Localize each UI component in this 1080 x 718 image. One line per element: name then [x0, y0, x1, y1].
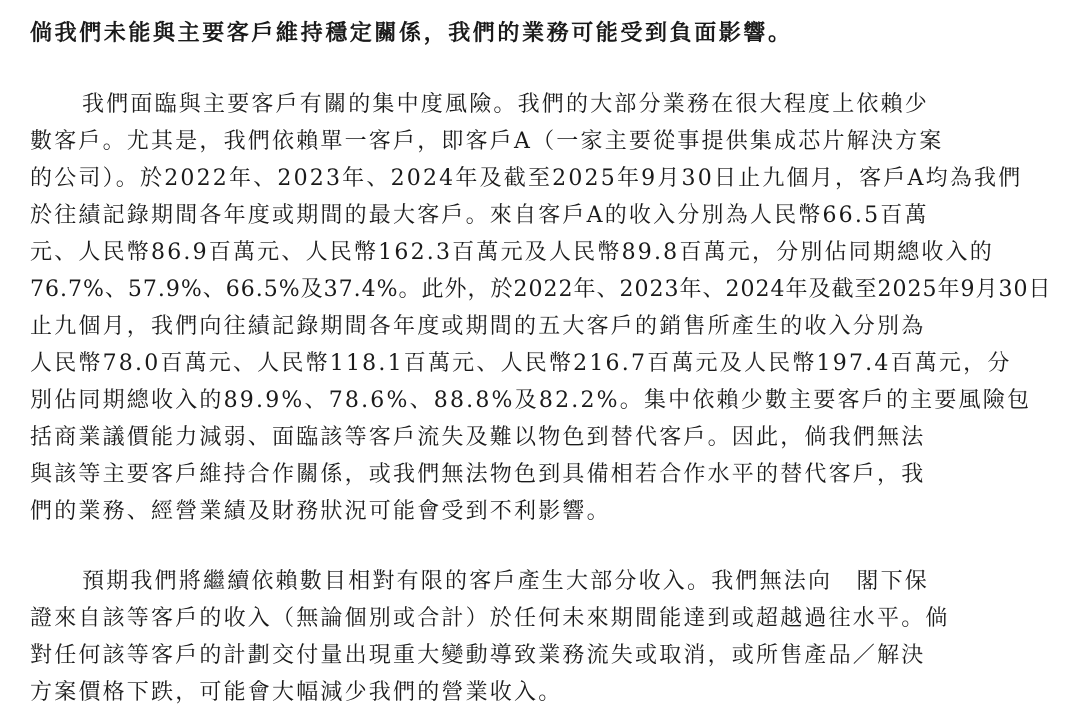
paragraph-1-line-4: 於往績記錄期間各年度或期間的最大客戶。來自客戶A的收入分別為人民幣66.5百萬 [30, 203, 929, 228]
paragraph-1-line-5: 元、人民幣86.9百萬元、人民幣162.3百萬元及人民幣89.8百萬元，分別佔同期總收入的 [30, 240, 994, 265]
paragraph-2-line-1: 預期我們將繼續依賴數目相對有限的客戶產生大部分收入。我們無法向 閣下保 [82, 569, 930, 594]
paragraph-1-line-8: 人民幣78.0百萬元、人民幣118.1百萬元、人民幣216.7百萬元及人民幣197.4百萬元，分 [30, 351, 1012, 376]
paragraph-2-line-2: 證來自該等客戶的收入（無論個別或合計）於任何未來期間能達到或超越過往水平。倘 [30, 606, 950, 631]
paragraph-1-line-2: 數客戶。尤其是，我們依賴單一客戶，即客戶A（一家主要從事提供集成芯片解決方案 [30, 129, 944, 154]
paragraph-1-line-6: 76.7%、57.9%、66.5%及37.4%。此外，於2022年、2023年、2024年及截至2025年9月30日 [30, 277, 1052, 302]
paragraph-1-line-11: 與該等主要客戶維持合作關係，或我們無法物色到具備相若合作水平的替代客戶，我 [30, 462, 926, 487]
paragraph-1-line-9: 別佔同期總收入的89.9%、78.6%、88.8%及82.2%。集中依賴少數主要客戶的主要風險包 [30, 388, 1032, 413]
section-heading: 倘我們未能與主要客戶維持穩定關係，我們的業務可能受到負面影響。 [30, 20, 793, 46]
paragraph-1-line-10: 括商業議價能力減弱、面臨該等客戶流失及難以物色到替代客戶。因此，倘我們無法 [30, 425, 926, 450]
paragraph-1-line-1: 我們面臨與主要客戶有關的集中度風險。我們的大部分業務在很大程度上依賴少 [82, 92, 930, 117]
paragraph-2-line-3: 對任何該等客戶的計劃交付量出現重大變動導致業務流失或取消，或所售產品／解決 [30, 643, 926, 668]
paragraph-1-line-7: 止九個月，我們向往績記錄期間各年度或期間的五大客戶的銷售所產生的收入分別為 [30, 314, 926, 339]
paragraph-2-line-4: 方案價格下跌，可能會大幅減少我們的營業收入。 [30, 680, 563, 705]
paragraph-1-line-12: 們的業務、經營業績及財務狀況可能會受到不利影響。 [30, 499, 611, 524]
paragraph-1-line-3: 的公司）。於2022年、2023年、2024年及截至2025年9月30日止九個月，客戶A均為我們 [30, 166, 1023, 191]
